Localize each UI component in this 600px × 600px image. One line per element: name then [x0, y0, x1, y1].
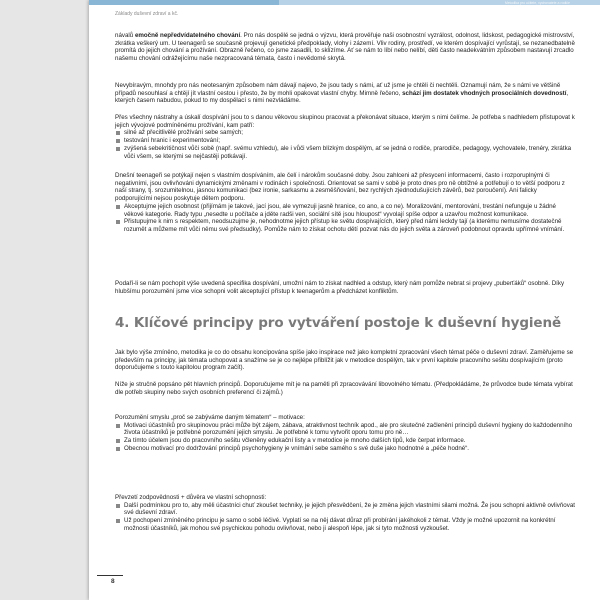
paragraph-9: Převzetí zodpovědnosti + důvěra ve vlastní schopnosti: Další podmínkou pro to, aby měli účastníci chuť zkoušet techniky, je jejich přesvědčení, že je změna jejich vlastními silami možná. Že jsou schopni aktivně ovlivňovat své duševní zdraví. Už pochopení zmíněného principu je samo o sobě léčivé. Vyplatí se na něj dávat důraz při probírání jakéhokoli z témat. Vždy je možné upozornit na konkrétní možnosti účastníků, jak mohou své psychickou pohodu ovlivňovat, nebo ji alespoň lépe, jak si tyto možnosti vyzkoušet. — [115, 494, 576, 532]
running-title: Základy duševní zdraví a kč. — [115, 11, 179, 17]
list-item: Za tímto účelem jsou do pracovního sešitu včleněny edukační listy a v metodice je mnoho dalších tipů, kde čerpat informace. — [115, 437, 575, 445]
paragraph-1: návalů emočně nepředvídatelného chování. Pro nás dospělé se jedná o výzvu, která prověřuje naši osobnostní vyzrálost, odolnost, lidskost, pedagogické mistrovství, zkrátka veškerý um. U teenagerů se současně projevují genetické předpoklady, vlohy i zázemí. Vliv rodiny, prostředí, ve kterém dospívající vyrůstají, se nezanedbatelně promítá do jejich chování a prožívání. Obrazně řečeno, co jsme zasadili, to sklízíme. Ať se nám to líbí nebo nelíbí, děti často neadekvátním způsobem nastavují zrcadlo našemu chování odrážejícímu naše nezpracovaná témata, často i nevědomé skrytá. — [115, 32, 575, 63]
list-item: Přistupujme k nim s respektem, neodsuzujme je, nehodnotme jejich přístup ke světu dospívajících, který před námi leckdy tají (a kterému nemusíme dostatečně rozumět a můžeme mít vůči němu své předsudky). Pomůže nám to získat ochotu dětí pozvat nás do jejich světa a zároveň podobnout opravdu upřímné vnímání. — [115, 218, 575, 233]
list-item: silné až přecitlivělé prožívání sebe samých; — [115, 129, 575, 137]
list-item: Obecnou motivací pro dodržování principů psychohygieny je vnímání sebe samého s své duše jako hodnotné a „péče hodné“. — [115, 445, 575, 453]
list-approach — [115, 203, 575, 234]
list-item: Akceptujme jejich osobnost (přijímám je takové, jací jsou, ale vymezuji jasně hranice, co ano, a co ne). Moralizování, mentorování, trestání nefunguje u žádné věkové kategorie. Rady typu „nesedte u počítače a jděte radši ven, sociální sítě jsou hloupost“ vyvolají spíše odpor a uzavřou možnost komunikace. — [115, 203, 575, 218]
list-traits — [115, 129, 575, 160]
list-item: Už pochopení zmíněného principu je samo o sobě léčivé. Vyplatí se na něj dávat důraz při probírání jakéhokoli z témat. Vždy je možné upozornit na konkrétní možnosti účastníků, jak mohou své psychickou pohodu ovlivňovat, nebo ji alespoň lépe, jak si tyto možnosti vyzkoušet. — [115, 517, 575, 532]
list-item: Motivaci účastníků pro skupinovou práci může být zájem, zábava, atraktivnost techník apod., ale pro skutečné začlenění principů duševní hygieny do každodenního života účastníků je potřebné porozumění jejich smyslu. Je potřebné k tomu vytvořit oporu tomu pro ně… — [115, 422, 575, 437]
paragraph-8: Porozumění smyslu „proč se zabýváme daným tématem“ – motivace: Motivaci účastníků pro skupinovou práci může být zájem, zábava, atraktivnost techník apod., ale pro skutečné začlenění principů duševní hygieny do každodenního života účastníků je potřebné porozumění jejich smyslu. Je potřebné k tomu vytvořit oporu tomu pro ně… Za tímto účelem jsou do pracovního sešitu včleněny edukační listy a v metodice je mnoho dalších tipů, kde čerpat informace. Obecnou motivací pro dodržování principů psychohygieny je vnímání sebe samého s své duše jako hodnotné a „péče hodné“. — [115, 414, 575, 453]
header-band-left — [89, 0, 279, 5]
paragraph-4: Dnešní teenageři se potýkají nejen s vlastním dospíváním, ale čelí i nárokům současné doby. Jsou zahlceni až přesycení informacemi, často i rozporuplnými či negativními, jsou ovlivňováni dynamickými změnami v rodinách i společnosti. Orientovat se sami v sobě je proto dnes pro ně obtížné a potřebují o to větší podporu z naší strany, tj. srozumitelnou, jasnou komunikaci (bez ironie, sarkasmu a zesměšňování, bez rychlých zjednodušujících závěrů, bez poroučení). Ani falicky podporujícími nejsou poskytuje dětem podporu. Akceptujme jejich osobnost (přijímám je takové, jací jsou, ale vymezuji jasně hranice, co ano, a co ne). Moralizování, mentorování, trestání nefunguje u žádné věkové kategorie. Rady typu „nesedte u počítače a jděte radši ven, sociální sítě jsou hloupost“ vyvolají spíše odpor a uzavřou možnost komunikace. Přistupujme k nim s respektem, neodsuzujme je, nehodnotme jejich přístup ke světu dospívajících, který před námi leckdy tají (a kterému nemusíme dostatečně rozumět a můžeme mít vůči němu své předsudky). Pomůže nám to získat ochotu dětí pozvat nás do jejich světa a zároveň podobnout opravdu upřímné vnímání. — [115, 172, 575, 234]
list-motivation — [115, 422, 575, 453]
section-heading: 4. Klíčové principy pro vytváření postoje k duševní hygieně — [115, 315, 562, 331]
paragraph-7: Níže je stručně popsáno pět hlavních principů. Doporučujeme mít je na paměti při zpracovávání libovolného tématu. (Předpokládáme, že průvodce bude témata vybírat dle potřeb skupiny nebo svých osobních preferencí či zájmů.) — [115, 381, 573, 396]
list-item: testování hranic i experimentování; — [115, 137, 575, 145]
paragraph-2: Nevybíravým, mnohdy pro nás neotesaným způsobem nám dávají najevo, že jsou tady s námi, ať už jsme je chtěli či nechtěli. Oznamují nám, že s námi ve většině případů nesouhlasí a chtějí jít vlastní cestou i přesto, že by mohli opakovat vlastní chyby. Mimně řečeno, schází jim dostatek vhodných prosociálních dovedností, kterých časem nabudou, pokud to my dospělací s nimi nezvládáme. — [115, 82, 569, 105]
list-responsibility — [115, 502, 575, 533]
document-page — [89, 0, 600, 600]
list-item: Další podmínkou pro to, aby měli účastníci chuť zkoušet techniky, je jejich přesvědčení, že je změna jejich vlastními silami možná. Že jsou schopni aktivně ovlivňovat své duševní zdraví. — [115, 502, 575, 517]
paragraph-3: Přes všechny nástrahy a úskalí dospívání jsou to s danou věkovou skupinou pracovat a překonávat situace, kterým s nimi čelíme. Je potřeba s nadhledem přistupovat k jejich vývojové podmíněnému prožívání, kam patří: silné až přecitlivělé prožívání sebe samých; testování hranic i experimentování; zvýšená sebekritičnost vůči sobě (např. svému vzhledu), ale i vůči všem blízkým dospělým, ať se jedná o rodiče, prarodiče, pedagogy, vychovatele, trenéry, zkrátka vůči všem, se kterými se nejčastěji potkávají. — [115, 114, 575, 160]
list-item: zvýšená sebekritičnost vůči sobě (např. svému vzhledu), ale i vůči všem blízkým dospělým, ať se jedná o rodiče, prarodiče, pedagogy, vychovatele, trenéry, zkrátka vůči všem, se kterými se nejčastěji potkávají. — [115, 145, 575, 160]
paragraph-6: Jak bylo výše zmíněno, metodika je co do obsahu koncipována spíše jako inspirace než jako kompletní zpracování všech témat péče o duševní zdraví. Zaměřujeme se především na principy, jak témata uchopovat a snažíme se je co nejlépe přiblížit jak v metodice dospělým, tak v první kapitole pracovního sešitu dospívajícím (proto doporučujeme s touto kapitolou program začít). — [115, 349, 574, 372]
page-number: 8 — [111, 578, 115, 585]
footer-rule — [97, 575, 123, 576]
paragraph-5: Podaří-li se nám pochopit výše uvedená specifika dospívání, umožní nám to získat nadhled a odstup, který nám pomůže nebrat si projevy „puberťáků“ osobně. Díky hlubšímu porozumění jsme více schopni volit akceptující přístup k teenagerům a předcházet konfliktům. — [115, 280, 565, 295]
header-band-text: Metodika pro učitele, vychovatele a rodiče — [504, 1, 570, 5]
